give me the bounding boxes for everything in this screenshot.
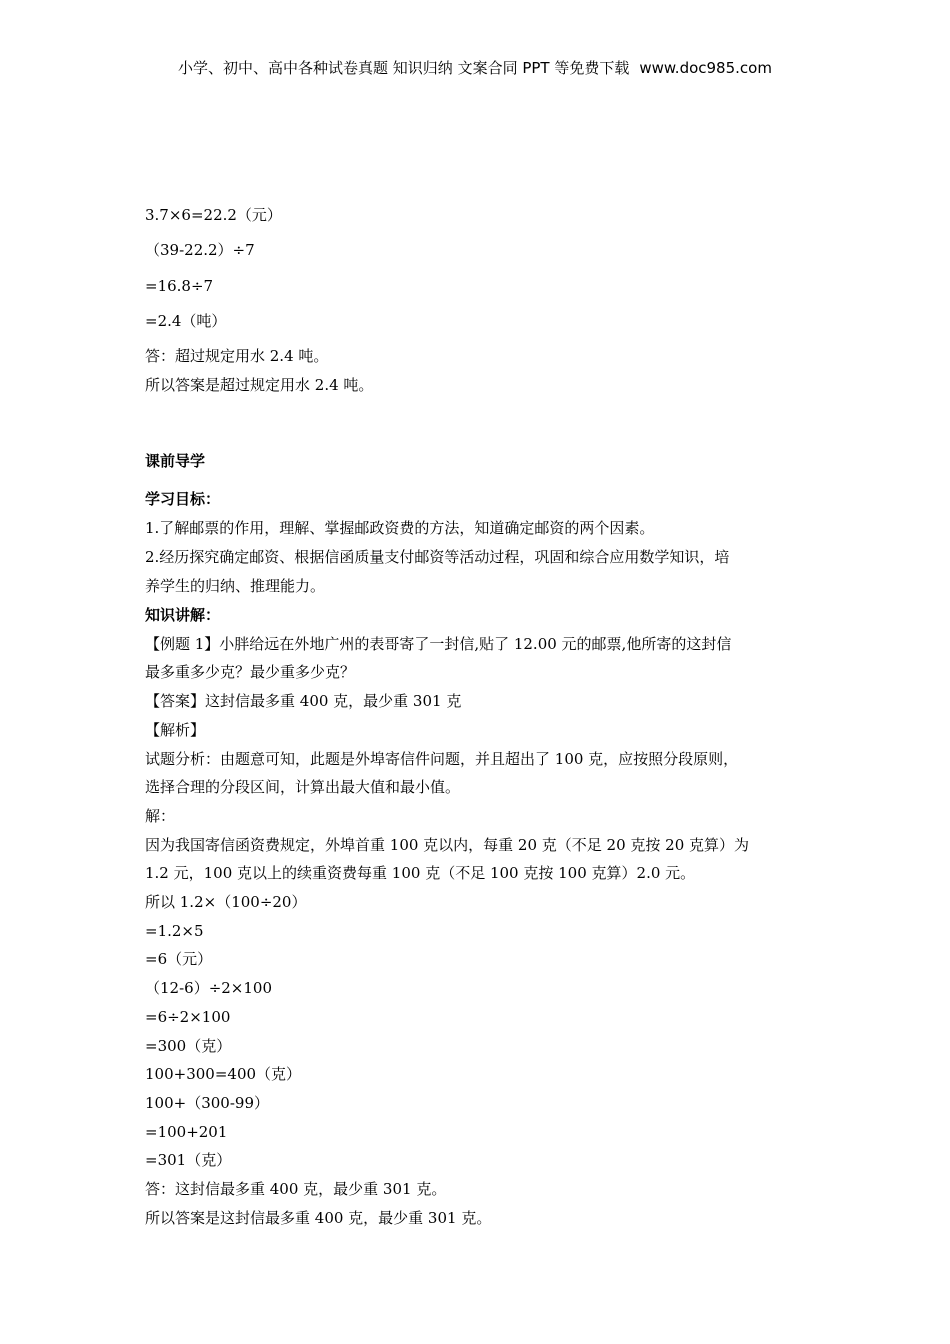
calc-line-3: =16.8÷7 bbox=[145, 277, 214, 295]
example-question-line-1: 【例题 1】小胖给远在外地广州的表哥寄了一封信,贴了 12.00 元的邮票,他所寄的这封信 bbox=[145, 635, 732, 653]
calc-line-1: 3.7×6=22.2（元） bbox=[145, 206, 282, 224]
step-line-7: 100+300=400（克） bbox=[145, 1065, 302, 1083]
example-answer: 【答案】这封信最多重 400 克，最少重 301 克 bbox=[145, 692, 462, 710]
calc-answer: 答：超过规定用水 2.4 吨。 bbox=[145, 347, 329, 365]
step-line-3: =6（元） bbox=[145, 950, 213, 968]
section-title: 课前导学 bbox=[145, 452, 206, 470]
rule-line-1: 因为我国寄信函资费规定，外埠首重 100 克以内，每重 20 克（不足 20 克按 20 克算）为 bbox=[145, 836, 750, 854]
step-line-5: =6÷2×100 bbox=[145, 1008, 231, 1026]
goal-item-2-line-2: 养学生的归纳、推理能力。 bbox=[145, 577, 326, 595]
final-answer: 答：这封信最多重 400 克，最少重 301 克。 bbox=[145, 1180, 447, 1198]
page-header bbox=[0, 57, 950, 79]
calc-line-2: （39-22.2）÷7 bbox=[145, 241, 255, 259]
solve-label: 解： bbox=[145, 807, 176, 825]
step-line-2: =1.2×5 bbox=[145, 922, 204, 940]
analysis-line-1: 试题分析：由题意可知，此题是外埠寄信件问题，并且超出了 100 克，应按照分段原则， bbox=[145, 750, 739, 768]
calc-summary: 所以答案是超过规定用水 2.4 吨。 bbox=[145, 376, 374, 394]
final-summary: 所以答案是这封信最多重 400 克，最少重 301 克。 bbox=[145, 1209, 492, 1227]
header-text: 小学、初中、高中各种试卷真题 知识归纳 文案合同 PPT 等免费下载 bbox=[178, 59, 630, 77]
calc-line-4: =2.4（吨） bbox=[145, 312, 227, 330]
step-line-6: =300（克） bbox=[145, 1037, 232, 1055]
step-line-4: （12-6）÷2×100 bbox=[145, 979, 273, 997]
goal-item-1: 1.了解邮票的作用，理解、掌握邮政资费的方法，知道确定邮资的两个因素。 bbox=[145, 519, 655, 537]
step-line-8: 100+（300-99） bbox=[145, 1094, 269, 1112]
goals-title: 学习目标： bbox=[145, 490, 221, 508]
step-line-9: =100+201 bbox=[145, 1123, 228, 1141]
analysis-title: 【解析】 bbox=[145, 721, 206, 739]
analysis-line-2: 选择合理的分段区间，计算出最大值和最小值。 bbox=[145, 778, 461, 796]
header-url[interactable]: www.doc985.com bbox=[639, 59, 772, 77]
knowledge-title: 知识讲解： bbox=[145, 606, 221, 624]
rule-line-2: 1.2 元，100 克以上的续重资费每重 100 克（不足 100 克按 100 克算）2.0 元。 bbox=[145, 864, 696, 882]
goal-item-2-line-1: 2.经历探究确定邮资、根据信函质量支付邮资等活动过程，巩固和综合应用数学知识，培 bbox=[145, 548, 730, 566]
step-line-1: 所以 1.2×（100÷20） bbox=[145, 893, 307, 911]
step-line-10: =301（克） bbox=[145, 1151, 232, 1169]
example-question-line-2: 最多重多少克？最少重多少克？ bbox=[145, 663, 356, 681]
